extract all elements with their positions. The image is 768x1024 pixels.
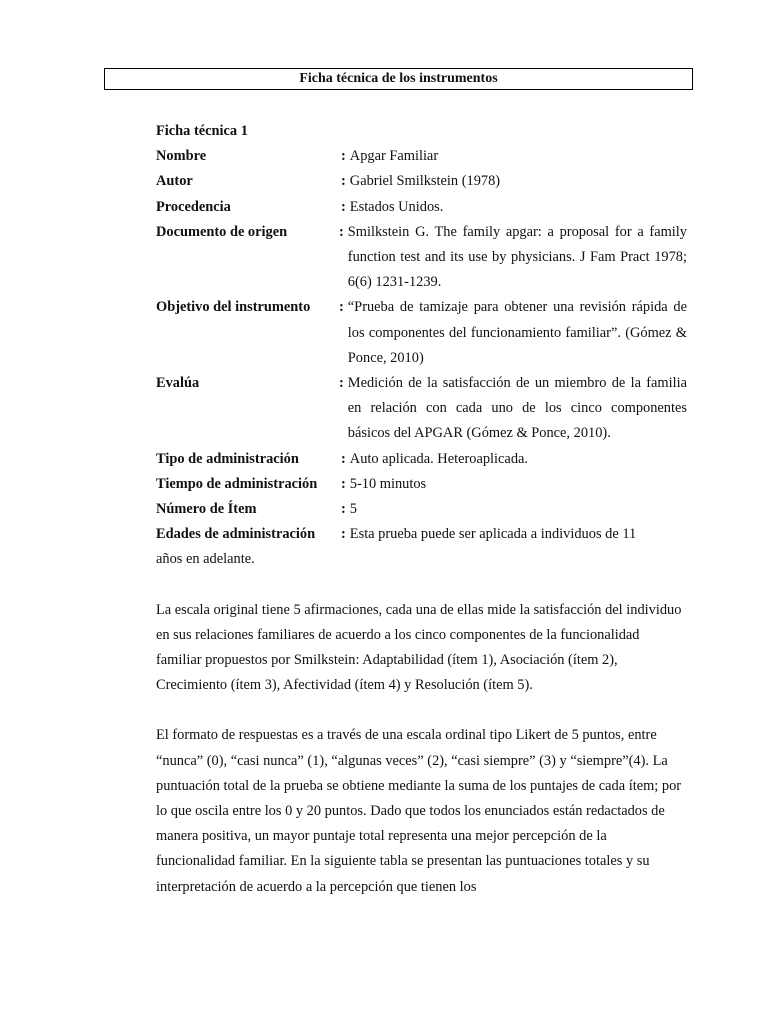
field-row-procedencia (156, 195, 687, 220)
field-separator: : (341, 501, 346, 518)
field-label: Nombre (156, 148, 207, 165)
field-separator: : (341, 198, 346, 215)
field-label: Edades de administración (156, 526, 316, 543)
field-value: “Prueba de tamizaje para obtener una revisión rápida de los componentes del funcionamiento familiar”. (Gómez & Ponce, 2010) (347, 299, 687, 366)
field-separator: : (339, 299, 344, 316)
field-label: Tipo de administración (156, 450, 299, 467)
field-row-objetivo (156, 295, 687, 371)
field-row-numero-item (156, 497, 687, 522)
field-separator: : (339, 223, 344, 240)
document-body (156, 119, 687, 900)
field-value: Apgar Familiar (349, 148, 439, 165)
field-value: 5-10 minutos (349, 475, 427, 492)
section-title: Ficha técnica 1 (156, 123, 248, 139)
paragraph-scale-description: La escala original tiene 5 afirmaciones, cada una de ellas mide la satisfacción del individuo en sus relaciones familiares de acuerdo a los cinco componentes de la funcionalidad familiar propuestos por Smilkstein: Adaptabilidad (ítem 1), Asociación (ítem 2), Crecimiento (ítem 3), Afectividad (ítem 4) y Resolución (ítem 5). (156, 601, 682, 694)
field-separator: : (341, 173, 346, 190)
field-value: Esta prueba puede ser aplicada a individuos de 11 (349, 526, 637, 543)
field-separator: : (339, 375, 344, 392)
field-value: Smilkstein G. The family apgar: a proposal for a family function test and its use by physicians. J Fam Pract 1978; 6(6) 1231-1239. (347, 223, 687, 291)
field-row-autor (156, 169, 687, 194)
field-value: Auto aplicada. Heteroaplicada. (349, 450, 528, 467)
field-label: Número de Ítem (156, 501, 257, 518)
field-row-evalua (156, 371, 687, 447)
document-title-box (104, 68, 693, 90)
paragraph-response-format: El formato de respuestas es a través de una escala ordinal tipo Likert de 5 puntos, entre “nunca” (0), “casi nunca” (1), “algunas veces” (2), “casi siempre” (3) y “siempre”(4). La puntuación total de la prueba se obtiene mediante la suma de los puntajes de cada ítem; por lo que oscila entre los 0 y 20 puntos. Dado que todos los enunciados están redactados de manera positiva, un mayor puntaje total representa una mejor percepción de la funcionalidad familiar. En la siguiente tabla se presentan las puntuaciones totales y su interpretación de acuerdo a la percepción que tienen los (156, 727, 682, 895)
field-label: Evalúa (156, 375, 200, 392)
field-separator: : (341, 526, 346, 543)
field-value: Estados Unidos. (349, 198, 444, 215)
field-value-continuation: años en adelante. (156, 551, 255, 568)
field-label: Objetivo del instrumento (156, 299, 311, 316)
field-value: Medición de la satisfacción de un miembro de la familia en relación con cada uno de los cinco componentes básicos del APGAR (Gómez & Ponce, 2010). (347, 375, 687, 442)
field-separator: : (341, 475, 346, 492)
field-row-tiempo-administracion (156, 472, 687, 497)
document-title: Ficha técnica de los instrumentos (299, 71, 498, 86)
field-label: Documento de origen (156, 223, 288, 240)
field-label: Tiempo de administración (156, 475, 318, 492)
field-value: Gabriel Smilkstein (1978) (349, 173, 501, 190)
field-label: Autor (156, 173, 193, 190)
field-label: Procedencia (156, 198, 231, 215)
field-row-documento-origen (156, 220, 687, 296)
field-row-edades-administracion (156, 522, 687, 547)
field-row-tipo-administracion (156, 447, 687, 472)
field-value: 5 (349, 501, 357, 518)
field-separator: : (341, 450, 346, 467)
field-separator: : (341, 148, 346, 165)
field-row-nombre (156, 144, 687, 169)
